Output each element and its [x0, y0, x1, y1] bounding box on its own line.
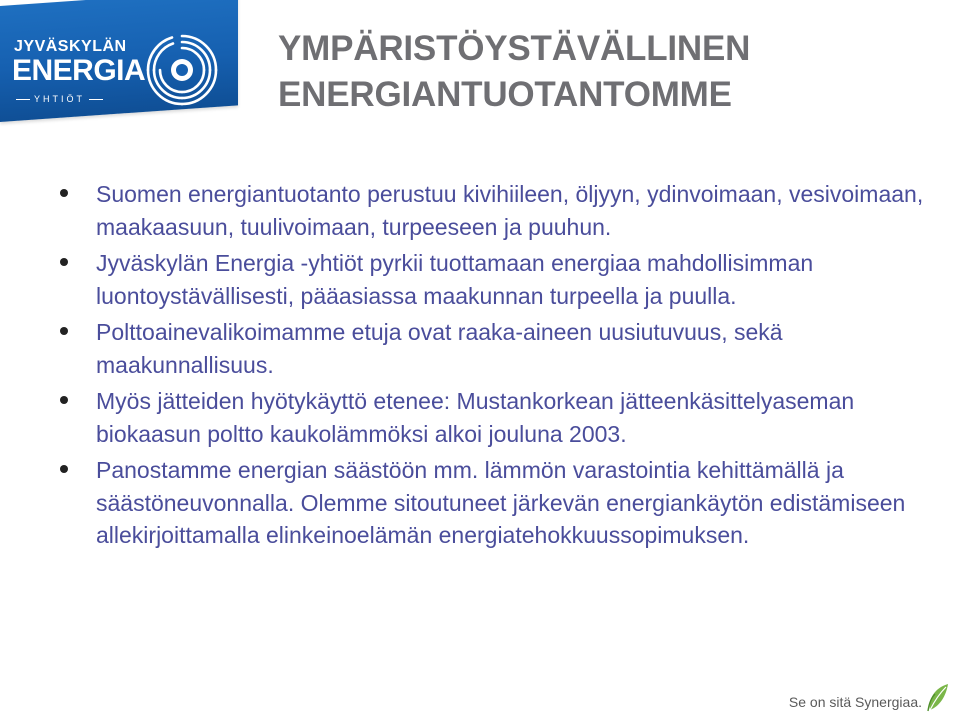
footer-slogan-text: Se on sitä Synergiaa. — [788, 694, 922, 710]
slide-title — [278, 26, 938, 118]
bullet-list — [60, 178, 930, 556]
bullet-text: Panostamme energian säästöön mm. lämmön varastointia kehittämällä ja säästöneuvonnalla. Olemme sitoutuneet järkevän energiankäytön edistämiseen allekirjoittamalla elinkeinoelämän energiatehokkuussopimuksen. — [96, 457, 906, 548]
bullet-item — [60, 385, 930, 450]
leaf-icon — [926, 682, 950, 712]
bullet-item — [60, 178, 930, 243]
logo-text-yhtiot — [16, 94, 138, 104]
bullet-dot-icon — [60, 327, 68, 335]
logo-text-yhtiot-label: YHTIÖT — [34, 94, 85, 104]
bullet-text: Jyväskylän Energia -yhtiöt pyrkii tuottamaan energiaa mahdollisimman luontoystävällisesti, pääasiassa maakunnan turpeella ja puulla. — [96, 250, 814, 309]
slide-title-line1: YMPÄRISTÖYSTÄVÄLLINEN — [278, 29, 751, 68]
slide-title-line2: ENERGIANTUOTANTOMME — [278, 75, 732, 114]
bullet-item — [60, 316, 930, 381]
footer-slogan — [789, 682, 950, 712]
bullet-text: Polttoainevalikoimamme etuja ovat raaka-aineen uusiutuvuus, sekä maakunnallisuus. — [96, 319, 783, 378]
logo-text-jyvaskylan: JYVÄSKYLÄN — [14, 38, 127, 55]
logo-text-energia: ENERGIA — [12, 54, 146, 87]
bullet-dot-icon — [60, 258, 68, 266]
bullet-dot-icon — [60, 189, 68, 197]
bullet-text: Suomen energiantuotanto perustuu kivihiileen, öljyyn, ydinvoimaan, vesivoimaan, maakaasuun, tuulivoimaan, turpeeseen ja puuhun. — [96, 181, 924, 240]
bullet-dot-icon — [60, 465, 68, 473]
bullet-text: Myös jätteiden hyötykäyttö etenee: Mustankorkean jätteenkäsittelyaseman biokaasun poltto kaukolämmöksi alkoi jouluna 2003. — [96, 388, 855, 447]
bullet-dot-icon — [60, 396, 68, 404]
bullet-item — [60, 247, 930, 312]
logo-swirl-icon — [142, 30, 222, 110]
company-logo — [0, 0, 238, 122]
bullet-item — [60, 454, 930, 552]
